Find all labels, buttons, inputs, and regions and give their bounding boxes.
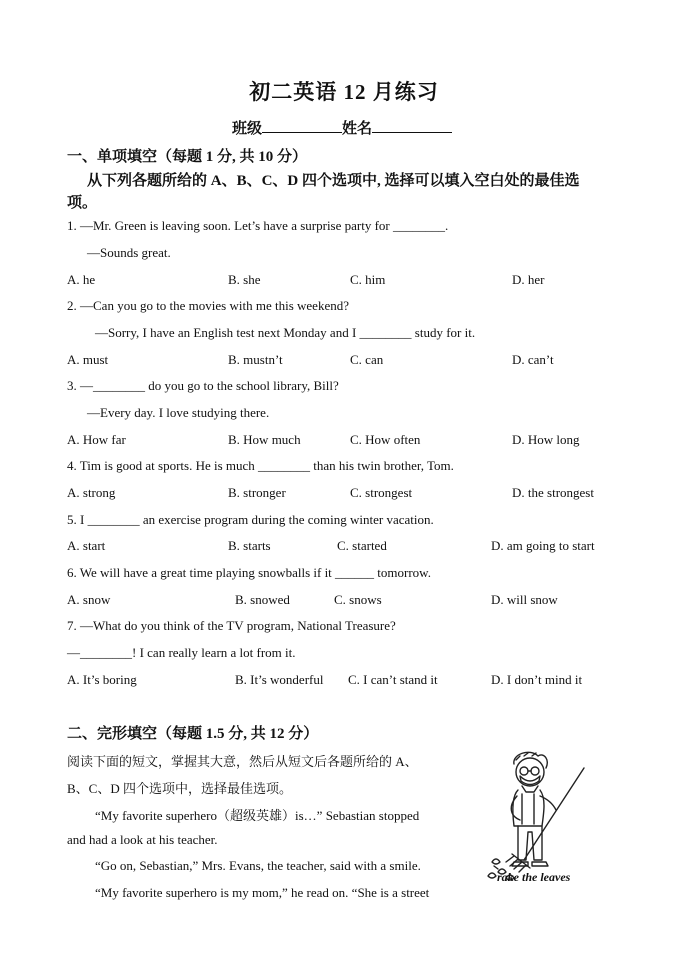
question-6-stem: 6. We will have a great time playing snowballs if it ______ tomorrow.	[67, 565, 431, 580]
question-3-option-d[interactable]: D. How long	[512, 432, 580, 447]
question-1-stem: 1. —Mr. Green is leaving soon. Let’s have a surprise party for ________.	[67, 218, 449, 233]
page-title: 初二英语 12 月练习	[249, 80, 439, 104]
passage-line-4: “My favorite superhero is my mom,” he read on. “She is a street	[95, 885, 430, 900]
question-7-reply: —________! I can really learn a lot from it.	[67, 645, 296, 660]
section2-heading: 二、完形填空（每题 1.5 分, 共 12 分）	[67, 726, 319, 742]
question-3-option-b[interactable]: B. How much	[228, 432, 301, 447]
question-6-option-b[interactable]: B. snowed	[235, 592, 290, 607]
question-1-option-d[interactable]: D. her	[512, 272, 545, 287]
question-7-option-b[interactable]: B. It’s wonderful	[235, 672, 324, 687]
question-7-option-c[interactable]: C. I can’t stand it	[348, 672, 438, 687]
question-5-option-d[interactable]: D. am going to start	[491, 538, 595, 553]
rake-leaves-illustration	[484, 750, 594, 890]
section2-instruction-line1: 阅读下面的短文，掌握其大意，然后从短文后各题所给的 A、	[67, 754, 418, 769]
question-1-reply: —Sounds great.	[87, 245, 171, 260]
question-3-stem: 3. —________ do you go to the school library, Bill?	[67, 378, 339, 393]
name-label: 姓名	[342, 121, 373, 137]
section2-instruction-line2: B、C、D 四个选项中，选择最佳选项。	[67, 781, 292, 796]
question-1-option-b[interactable]: B. she	[228, 272, 261, 287]
class-label: 班级	[232, 121, 263, 137]
question-5-option-c[interactable]: C. started	[337, 538, 387, 553]
section1-instruction-line2: 项。	[67, 195, 98, 211]
class-blank[interactable]	[262, 118, 342, 133]
question-6-option-d[interactable]: D. will snow	[491, 592, 558, 607]
question-3-option-a[interactable]: A. How far	[67, 432, 126, 447]
question-1-option-c[interactable]: C. him	[350, 272, 386, 287]
question-2-stem: 2. —Can you go to the movies with me this weekend?	[67, 298, 349, 313]
question-1-option-a[interactable]: A. he	[67, 272, 96, 287]
question-5-stem: 5. I ________ an exercise program during the coming winter vacation.	[67, 512, 434, 527]
question-4-option-d[interactable]: D. the strongest	[512, 485, 594, 500]
question-7-option-d[interactable]: D. I don’t mind it	[491, 672, 583, 687]
question-4-option-a[interactable]: A. strong	[67, 485, 116, 500]
question-7-option-a[interactable]: A. It’s boring	[67, 672, 137, 687]
question-4-option-b[interactable]: B. stronger	[228, 485, 286, 500]
question-5-option-b[interactable]: B. starts	[228, 538, 271, 553]
passage-line-1: “My favorite superhero（超级英雄）is…” Sebastian stopped	[95, 808, 420, 823]
question-4-stem: 4. Tim is good at sports. He is much ________ than his twin brother, Tom.	[67, 458, 454, 473]
question-2-option-d[interactable]: D. can’t	[512, 352, 554, 367]
question-6-option-c[interactable]: C. snows	[334, 592, 382, 607]
question-5-option-a[interactable]: A. start	[67, 538, 106, 553]
question-7-stem: 7. —What do you think of the TV program, National Treasure?	[67, 618, 396, 633]
section1-instruction-line1: 从下列各题所给的 A、B、C、D 四个选项中, 选择可以填入空白处的最佳选	[87, 173, 580, 189]
name-blank[interactable]	[372, 118, 452, 133]
question-6-option-a[interactable]: A. snow	[67, 592, 111, 607]
question-3-option-c[interactable]: C. How often	[350, 432, 421, 447]
question-3-reply: —Every day. I love studying there.	[87, 405, 270, 420]
question-2-option-c[interactable]: C. can	[350, 352, 384, 367]
illustration-caption: rake the leaves	[497, 870, 571, 884]
question-4-option-c[interactable]: C. strongest	[350, 485, 413, 500]
section1-heading: 一、单项填空（每题 1 分, 共 10 分）	[67, 149, 308, 165]
passage-line-2: and had a look at his teacher.	[67, 832, 218, 847]
question-2-option-a[interactable]: A. must	[67, 352, 109, 367]
question-2-option-b[interactable]: B. mustn’t	[228, 352, 283, 367]
class-name-line	[232, 117, 452, 138]
passage-line-3: “Go on, Sebastian,” Mrs. Evans, the teacher, said with a smile.	[95, 858, 421, 873]
question-2-reply: —Sorry, I have an English test next Monday and I ________ study for it.	[95, 325, 476, 340]
